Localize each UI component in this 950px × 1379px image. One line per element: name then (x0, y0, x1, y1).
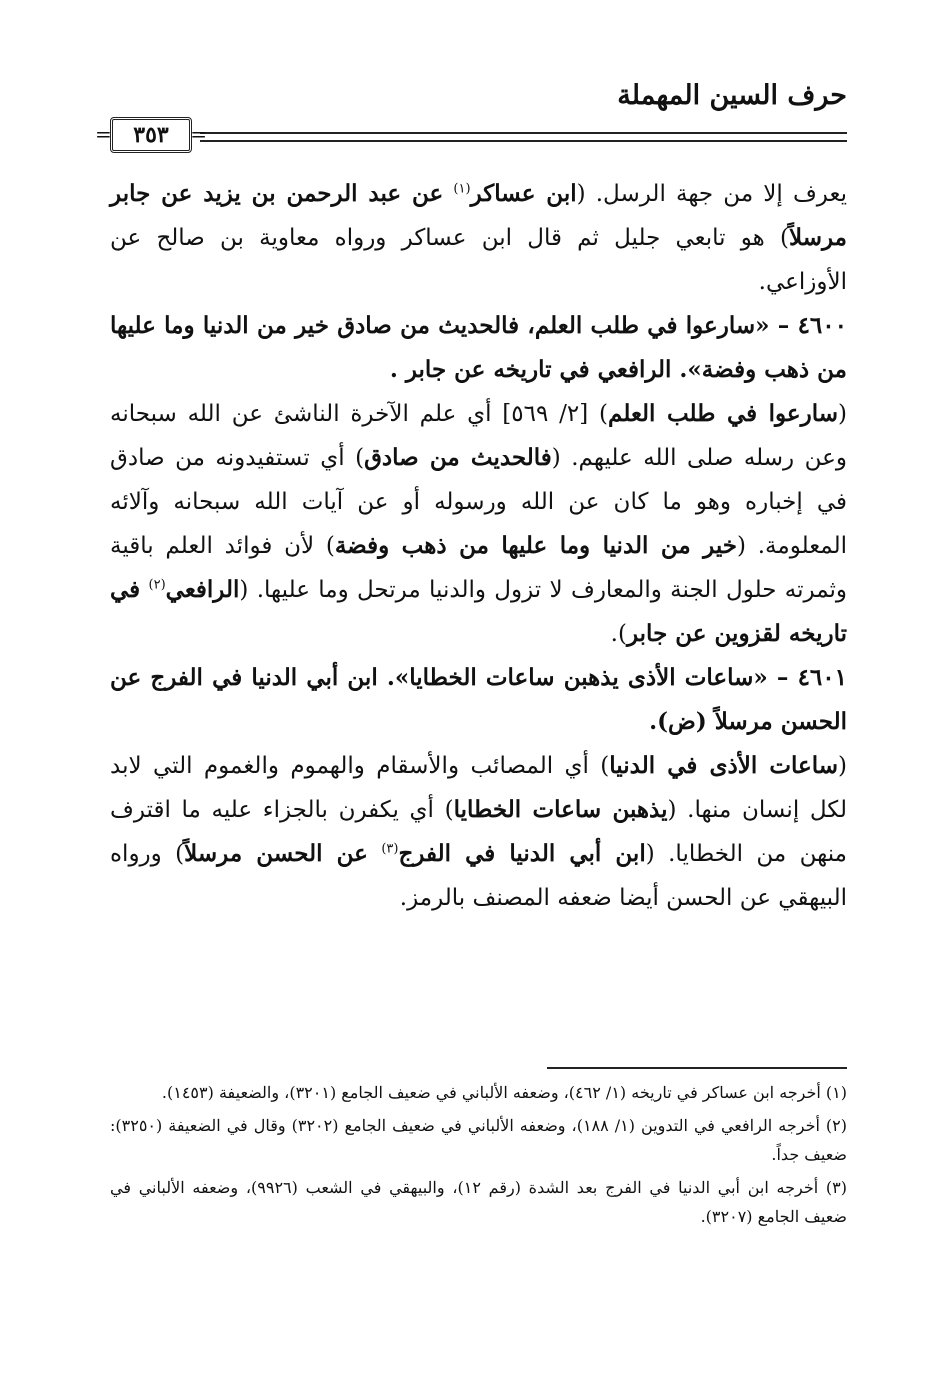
footnote-ref: (٢) (148, 577, 166, 593)
footnote-rule (547, 1067, 847, 1069)
commentary-4601 (110, 744, 847, 920)
text-run (140, 577, 148, 603)
bold-run: عن الحسن مرسلاً (184, 840, 368, 867)
running-title: حرف السين المهملة (617, 80, 847, 111)
hadith-4600 (110, 304, 847, 392)
main-text (110, 172, 847, 920)
hadith-4601 (110, 656, 847, 744)
bold-run: ابن أبي الدنيا في الفرج (398, 840, 646, 867)
bold-run: في تاريخه لقزوين عن جابر (110, 576, 847, 647)
text-run: ( (838, 753, 847, 779)
footnote-1: (١) أخرجه ابن عساكر في تاريخه (١/ ٤٦٢)، وضعفه الألباني في ضعيف الجامع (٣٢٠١)، والضعيفة (١٤٥٣). (161, 1083, 847, 1102)
footnote-ref: (٣) (381, 841, 399, 857)
bold-run: سارعوا في طلب العلم (608, 400, 839, 427)
text-run: ) [٢/ ٥٦٩] أي علم الآخرة الناشئ عن الله سبحانه وعن رسله صلى الله عليهم. ( (110, 401, 847, 471)
hadith-text: ٤٦٠٠ – «سارعوا في طلب العلم، فالحديث من صادق خير من الدنيا وما عليها من ذهب وفضة». الرافعي في تاريخه عن جابر . (110, 312, 847, 383)
text-run (443, 181, 453, 207)
bold-run: ابن عساكر (470, 180, 577, 207)
page-header (0, 0, 950, 160)
text-run: ) لأن فوائد العلم باقية وثمرته حلول الجنة والمعارف لا تزول والدنيا مرتحل وما عليها. ( (110, 533, 848, 603)
footnote-3: (٣) أخرجه ابن أبي الدنيا في الفرج بعد الشدة (رقم ١٢)، والبيهقي في الشعب (٩٩٢٦)، وضعفه الألباني في ضعيف الجامع (٣٢٠٧). (110, 1178, 847, 1226)
bold-run: الرافعي (165, 576, 240, 603)
footnotes (110, 1078, 847, 1235)
text-run: ) أي المصائب والأسقام والهموم والغموم التي لابد لكل إنسان منها. ( (110, 753, 847, 823)
text-run: ). (610, 621, 627, 647)
text-run: ) هو تابعي جليل ثم قال ابن عساكر ورواه معاوية بن صالح عن الأوزاعي. (110, 225, 847, 295)
footnote-2: (٢) أخرجه الرافعي في التدوين (١/ ١٨٨)، وضعفه الألباني في ضعيف الجامع (٣٢٠٢) وقال في الضعيفة (٣٢٥٠): ضعيف جداً. (110, 1116, 848, 1164)
page-number: = ٣٥٣ = (110, 117, 192, 153)
commentary-4600 (110, 392, 847, 656)
text-run: ) أي تستفيدونه من صادق في إخباره وهو ما كان عن الله ورسوله أو عن آيات الله سبحانه وآلائه المعلومة. ( (110, 445, 847, 559)
hadith-text: ٤٦٠١ – «ساعات الأذى يذهبن ساعات الخطايا». ابن أبي الدنيا في الفرج عن الحسن مرسلاً (ض). (110, 664, 847, 735)
bold-run: ساعات الأذى في الدنيا (609, 752, 838, 779)
bold-run: فالحديث من صادق (364, 444, 552, 471)
bold-run: عن عبد الرحمن بن يزيد عن جابر مرسلاً (110, 180, 847, 251)
footnote-ref: (١) (453, 181, 471, 197)
text-run: يعرف إلا من جهة الرسل. ( (576, 181, 847, 207)
paragraph-intro (110, 172, 847, 304)
header-rule (200, 132, 847, 142)
bold-run: خير من الدنيا وما عليها من ذهب وفضة (334, 532, 737, 559)
text-run: ) أي يكفرن بالجزاء عليه ما اقترف منهن من الخطايا. ( (110, 797, 847, 867)
bold-run: يذهبن ساعات الخطايا (453, 796, 668, 823)
text-run: ) ورواه البيهقي عن الحسن أيضا ضعفه المصنف بالرمز. (110, 841, 847, 911)
text-run: ( (838, 401, 847, 427)
text-run (368, 841, 381, 867)
